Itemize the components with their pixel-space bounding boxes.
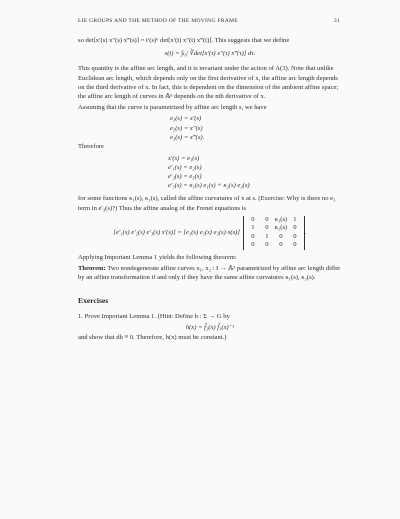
frenet-lhs: [e′₁(s) e′₂(s) e′₃(s) x′(s)] = [e₁(s) e₂(s) e₃(s) x(s)] <box>113 229 240 237</box>
matrix-cell: 0 <box>293 224 297 232</box>
exercises-heading: Exercises <box>78 296 109 306</box>
paragraph-affine-arc-length: This quantity is the affine arc length, and it is invariant under the action of A(3). Note that unlike Euclidean arc length, which depends only on the first derivative of x, the affine arc length depends on the third derivative of x. In fact, this is dependent on the dimension of the ambient affine space; the affine arc length of curves in 𝔸ⁿ depends on the nth derivative of x. <box>78 65 339 101</box>
equation-line: e′₂(s) = e₃(s) <box>168 172 202 180</box>
paragraph-assuming: Assuming that the curve is parametrized by affine arc length s, we have <box>78 104 267 112</box>
matrix-cell: 0 <box>279 241 283 249</box>
matrix-cell: 0 <box>265 215 269 223</box>
equation-affine-arclength: s(t) = ∫ₜ₀ᵗ ∛det[x′(τ) x″(τ) x‴(τ)] dτ. <box>164 50 256 58</box>
equation-line: e₃(s) = x‴(s). <box>170 134 205 142</box>
theorem <box>78 264 342 282</box>
exercise-1: 1. Prove Important Lemma 1. (Hint: Define h : Σ → G by <box>78 312 230 320</box>
equation-line: e₁(s) = x′(s) <box>170 115 202 123</box>
matrix-cell: 0 <box>251 241 255 249</box>
matrix-cell: 1 <box>265 232 269 240</box>
page-number: 31 <box>333 18 340 24</box>
matrix-cell: 0 <box>293 241 297 249</box>
paragraph-affine-curvatures: for some functions κ₁(s), κ₂(s), called the affine curvatures of x at s. (Exercise: Why is there no e₃ term in e′₃(s)?) Thus the affine analog of the Frenet equations is <box>78 195 336 212</box>
equation-line: x′(s) = e₁(s) <box>168 154 200 162</box>
frenet-equation <box>78 216 342 250</box>
matrix-cell: 0 <box>251 215 255 223</box>
running-header <box>78 18 340 24</box>
theorem-text: Two nondegenerate affine curves x₁, x₂ : I → 𝔸³ parametrized by affine arc length differ by an affine transformation if and only if they have the same affine curvatures κ₁(s), κ₂(s). <box>78 264 341 282</box>
equations-frame <box>170 114 342 142</box>
frenet-matrix <box>243 216 305 250</box>
matrix-cell: 1 <box>251 224 255 232</box>
running-title: LIE GROUPS AND THE METHOD OF THE MOVING FRAME <box>78 18 238 24</box>
paragraph-therefore: Therefore <box>78 143 104 151</box>
matrix-cell: κ₂(s) <box>274 224 288 232</box>
equation-line: e′₁(s) = e₂(s) <box>168 163 202 171</box>
matrix-cell: 0 <box>265 224 269 232</box>
exercise-1-end: and show that dh ≡ 0. Therefore, h(x) must be constant.) <box>78 333 227 341</box>
matrix-cell: 0 <box>279 232 283 240</box>
equation-h-definition: h(x) = f̃₂(x) f̃₁(x)⁻¹ <box>185 323 235 331</box>
equation-line: e₂(s) = x″(s) <box>170 124 203 132</box>
equation-line: e′₃(s) = κ₁(s) e₁(s) + κ₂(s) e₂(s) <box>168 182 250 190</box>
matrix-cell: 1 <box>293 215 297 223</box>
matrix-end: . <box>304 229 307 237</box>
matrix-cell: 0 <box>265 241 269 249</box>
matrix-cell: κ₁(s) <box>274 215 288 223</box>
paragraph-applying-lemma: Applying Important Lemma 1 yields the following theorem: <box>78 253 237 261</box>
equations-derivatives <box>168 154 342 191</box>
matrix-cell: 0 <box>293 232 297 240</box>
matrix-cell: 0 <box>251 232 255 240</box>
theorem-label: Theorem: <box>78 264 106 272</box>
paragraph-intro: so det[x′(s) x″(s) x‴(s)] = t′(s)⁶ det[x′(t) x″(t) x‴(t)]. This suggests that we define <box>78 37 290 44</box>
page-body <box>78 36 342 344</box>
